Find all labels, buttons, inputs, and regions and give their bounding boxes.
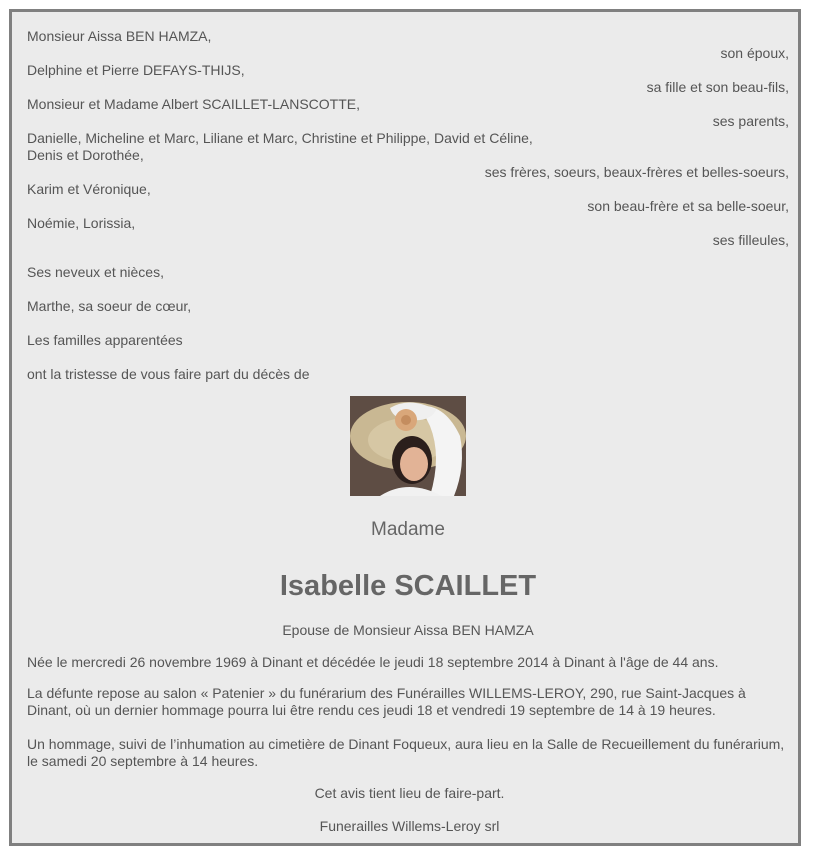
other-line: Ses neveux et nièces, (27, 264, 164, 280)
funeral-home: Funerailles Willems-Leroy srl (319, 818, 500, 834)
birth-death-text: Née le mercredi 26 novembre 1969 à Dinant et décédée le jeudi 18 septembre 2014 à Dinant à l'âge de 44 ans. (27, 654, 719, 670)
portrait-photo (350, 396, 466, 496)
family-name: Danielle, Micheline et Marc, Liliane et Marc, Christine et Philippe, David et Céline, (27, 130, 533, 146)
deceased-title: Madame (371, 519, 445, 540)
family-name: Monsieur et Madame Albert SCAILLET-LANSCOTTE, (27, 96, 361, 112)
other-line: Les familles apparentées (27, 332, 183, 348)
family-name: Delphine et Pierre DEFAYS-THIJS, (27, 62, 245, 78)
obituary-frame (9, 9, 801, 846)
spouse-line: Epouse de Monsieur Aissa BEN HAMZA (282, 622, 534, 638)
other-line: ont la tristesse de vous faire part du décès de (27, 366, 310, 382)
family-name: Denis et Dorothée, (27, 147, 144, 163)
avis-text: Cet avis tient lieu de faire-part. (314, 785, 505, 801)
deceased-name: Isabelle SCAILLET (279, 570, 537, 602)
family-relation: ses parents, (712, 113, 789, 129)
family-relation: son époux, (720, 45, 789, 61)
family-relation: son beau-frère et sa belle-soeur, (587, 198, 789, 214)
family-relation: sa fille et son beau-fils, (646, 79, 789, 95)
family-name: Monsieur Aissa BEN HAMZA, (27, 28, 212, 44)
family-name: Karim et Véronique, (27, 181, 151, 197)
repose-text: La défunte repose au salon « Patenier » du funérarium des Funérailles WILLEMS-LEROY, 290, rue Saint-Jacques à Dinant, où un dernier hommage pourra lui être rendu ces jeudi 18 et vendredi 19 septembre de 14 à 19 heures. (27, 685, 746, 718)
family-name: Noémie, Lorissia, (27, 215, 136, 231)
family-relation: ses filleules, (712, 232, 789, 248)
hommage-text: Un hommage, suivi de l’inhumation au cimetière de Dinant Foqueux, aura lieu en la Salle de Recueillement du funérarium, le samedi 20 septembre à 14 heures. (27, 736, 785, 769)
other-line: Marthe, sa soeur de cœur, (27, 298, 192, 314)
family-list (27, 26, 789, 383)
family-relation: ses frères, soeurs, beaux-frères et belles-soeurs, (484, 164, 789, 180)
